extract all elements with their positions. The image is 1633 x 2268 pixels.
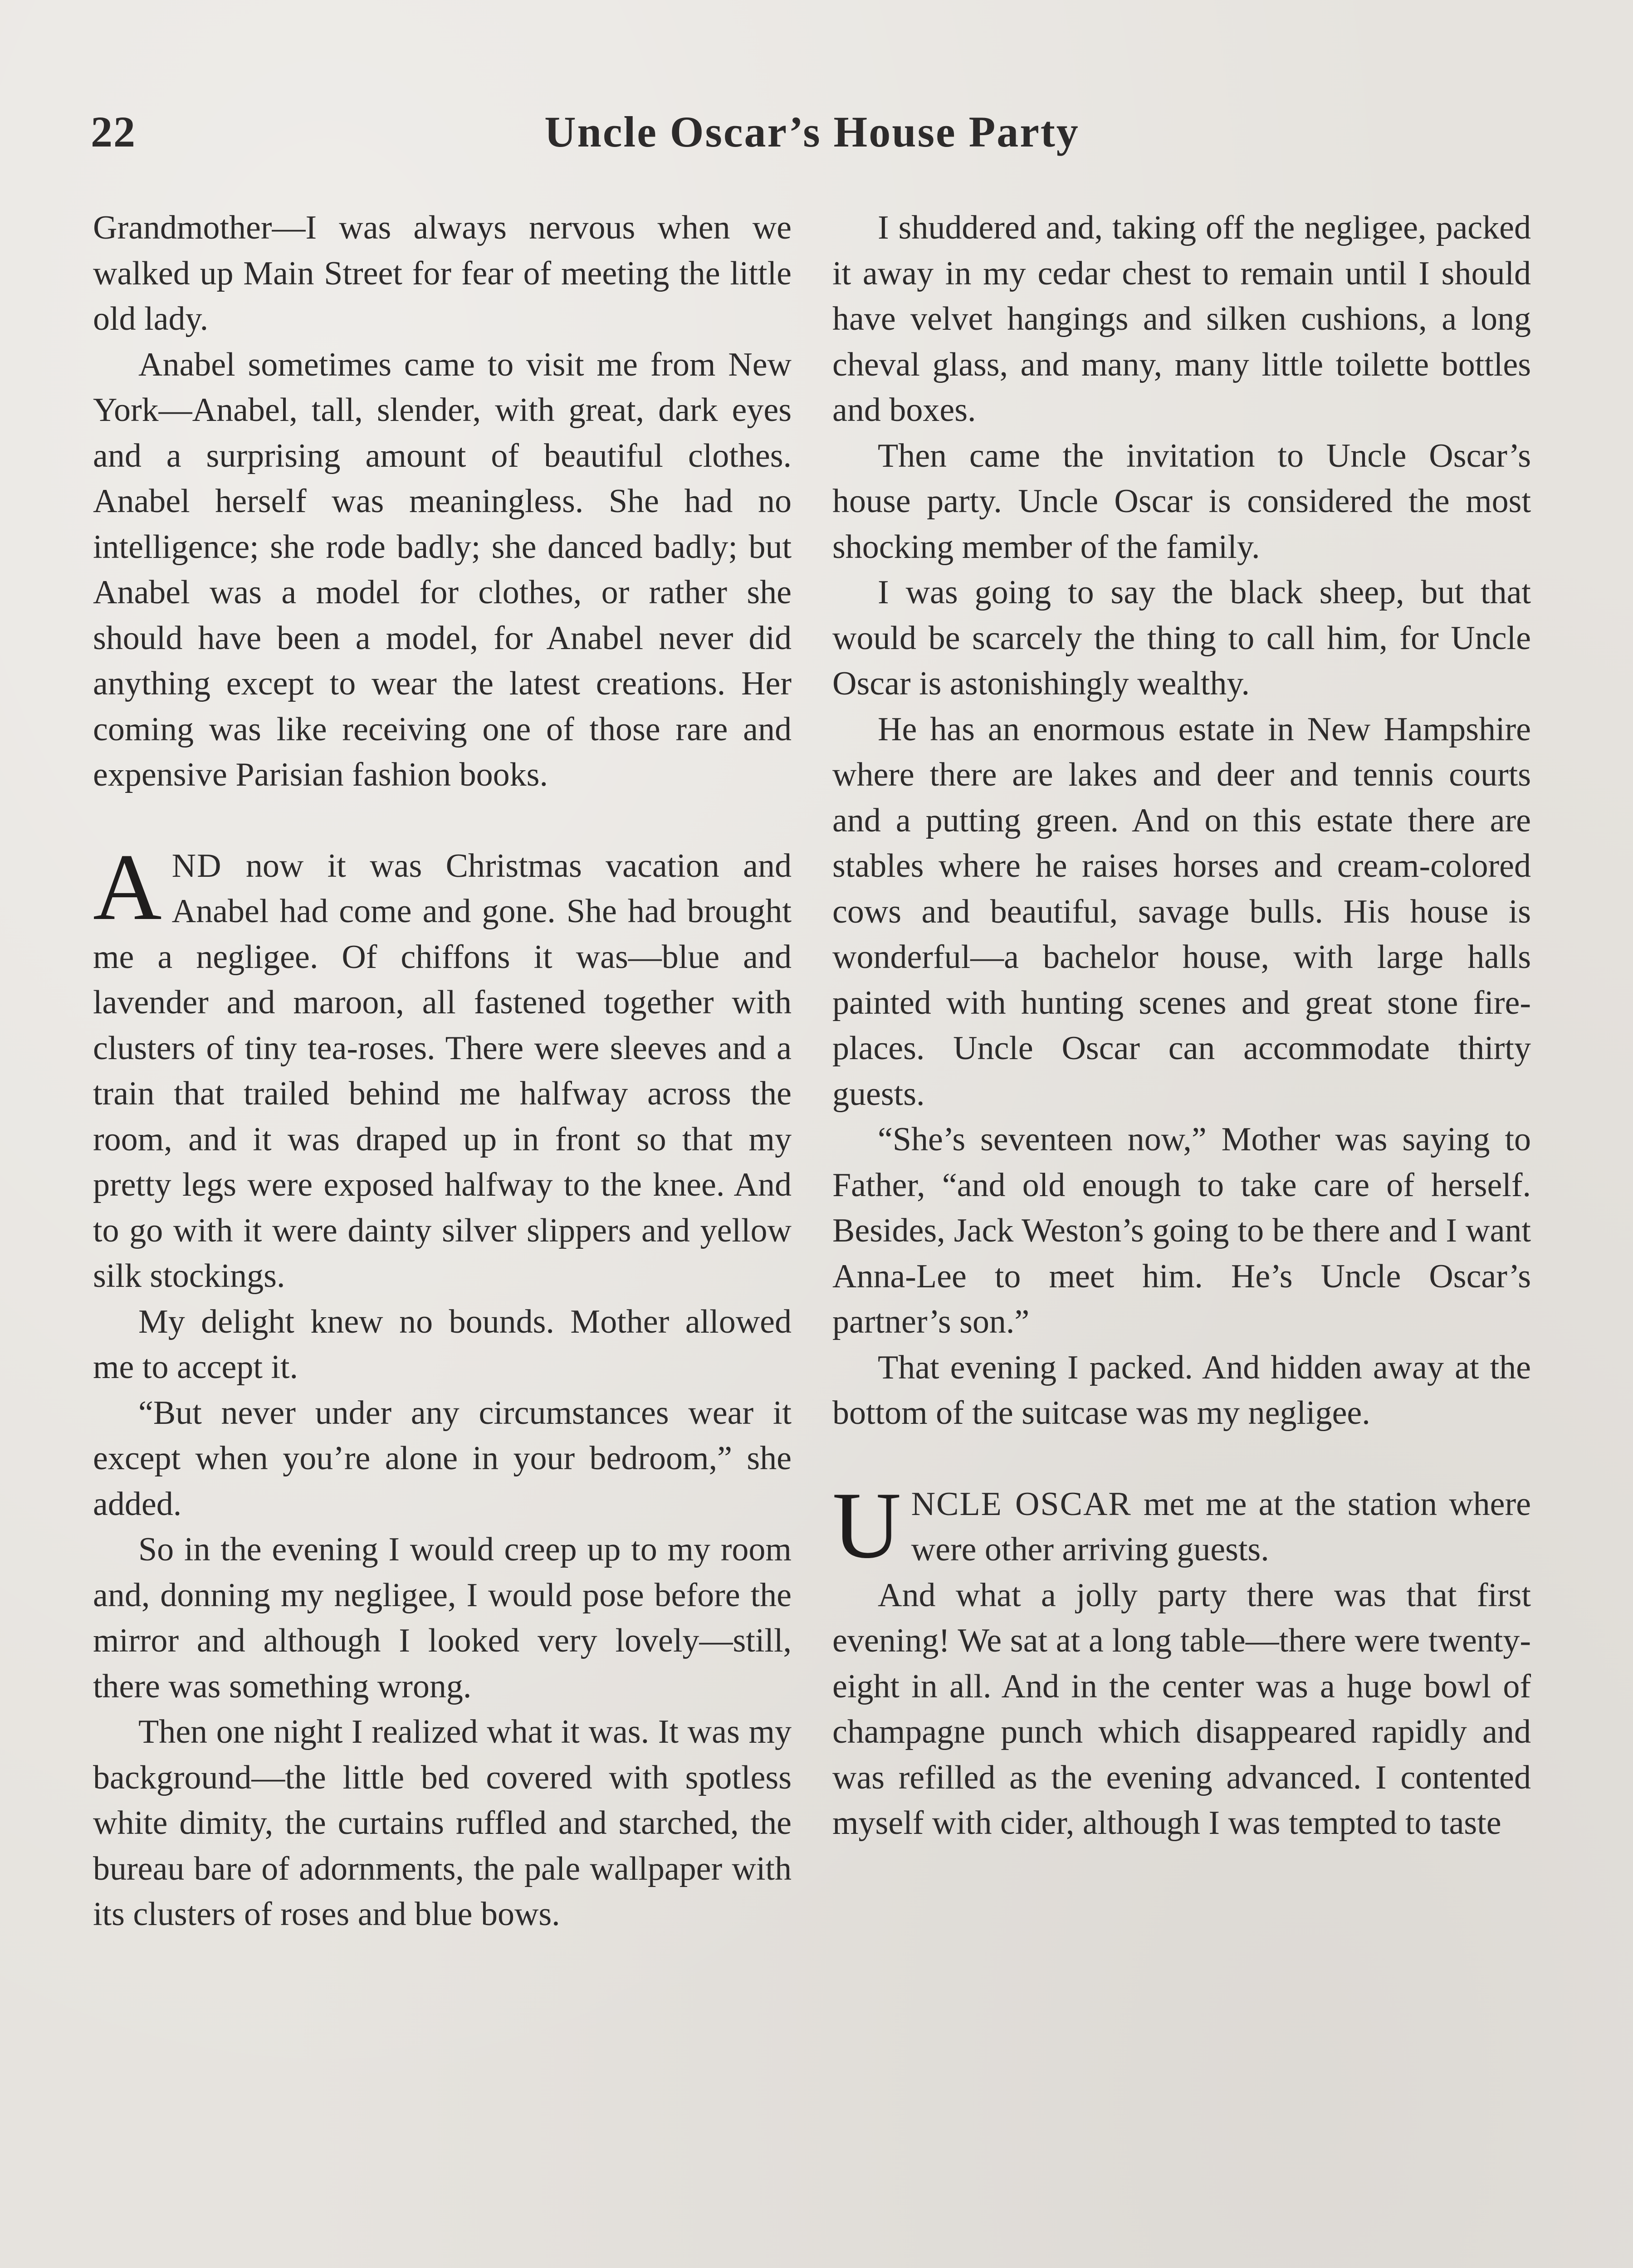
paragraph: So in the evening I would creep up to my room and, donning my negligee, I would pose before the mirror and although I looked very lovely—still, there was something wrong. xyxy=(93,1531,792,1705)
paragraph: Grandmother—I was always nervous when we walked up Main Street for fear of meeting the little old lady. xyxy=(93,209,792,337)
page-number: 22 xyxy=(91,108,136,156)
small-caps-lead: ND xyxy=(171,847,222,885)
paragraph: I was going to say the black sheep, but that would be scarcely the thing to call him, for Uncle Oscar is astonishingly wealthy. xyxy=(832,574,1531,702)
page-title: Uncle Oscar’s House Party xyxy=(544,108,1080,156)
paragraph-text: now it was Christmas vacation and Anabel had come and gone. She had brought me a negligee. Of chiffons it was—blue and lavender and maroon, all fastened together with clusters of tiny tea-roses. There were sleeves and a train that trailed behind me halfway across the room, and it was draped up in front so that my pretty legs were exposed halfway to the knee. And to go with it were dainty silver slippers and yellow silk stockings. xyxy=(93,847,792,1295)
section-opening-paragraph xyxy=(832,1472,1531,1578)
paragraph: And what a jolly party there was that first evening! We sat at a long table—there were twenty-eight in all. And in the center was a huge bowl of champagne punch which disappeared rapidly and was refilled as the evening advanced. I contented myself with cider, although I was tempted to taste xyxy=(832,1576,1531,1842)
paragraph: My delight knew no bounds. Mother allowed me to accept it. xyxy=(93,1303,792,1386)
section-break xyxy=(93,798,792,843)
section-break xyxy=(832,1436,1531,1481)
paragraph: I shuddered and, taking off the negligee, packed it away in my cedar chest to remain until I should have velvet hangings and silken cushions, a long cheval glass, and many, many little toilette bottles and boxes. xyxy=(832,209,1531,429)
paragraph: That evening I packed. And hidden away at the bottom of the suitcase was my negligee. xyxy=(832,1349,1531,1432)
paragraph: Then one night I realized what it was. It was my background—the little bed covered with spotless white dimity, the curtains ruffled and starched, the bureau bare of adornments, the pale wallpaper with its clusters of roses and blue bows. xyxy=(93,1713,792,1933)
paragraph: Then came the invitation to Uncle Oscar’s house party. Uncle Oscar is considered the most shocking member of the family. xyxy=(832,437,1531,566)
paragraph: He has an enormous estate in New Hampshire where there are lakes and deer and tennis courts and a putting green. And on this estate there are stables where he raises horses and cream-colored cows and beautiful, savage bulls. His house is wonderful—a bachelor house, with large halls painted with hunting scenes and great stone fireplaces. Uncle Oscar can accommodate thirty guests. xyxy=(832,710,1531,1113)
paragraph-text: met me at the station where were other arriving guests. xyxy=(911,1485,1531,1568)
paragraph: Anabel sometimes came to visit me from New York—Anabel, tall, slender, with great, dark eyes and a surprising amount of beautiful clothes. Anabel herself was meaningless. She had no intelligence; she rode badly; she danced badly; but Anabel was a model for clothes, or rather she should have been a model, for Anabel never did anything except to wear the latest creations. Her coming was like receiving one of those rare and expensive Parisian fashion books. xyxy=(93,346,792,793)
drop-cap: A xyxy=(93,834,162,940)
right-column xyxy=(832,205,1531,1846)
section-opening-paragraph xyxy=(93,834,792,1299)
paragraph: “But never under any circumstances wear it except when you’re alone in your bedroom,” she added. xyxy=(93,1394,792,1523)
paragraph: “She’s seventeen now,” Mother was saying to Father, “and old enough to take care of herself. Besides, Jack Weston’s going to be there and I want Anna-Lee to meet him. He’s Uncle Oscar’s partner’s son.” xyxy=(832,1121,1531,1340)
drop-cap: U xyxy=(832,1472,901,1578)
left-column xyxy=(93,205,792,1937)
running-head xyxy=(91,107,1533,175)
small-caps-lead: NCLE OSCAR xyxy=(911,1485,1132,1523)
